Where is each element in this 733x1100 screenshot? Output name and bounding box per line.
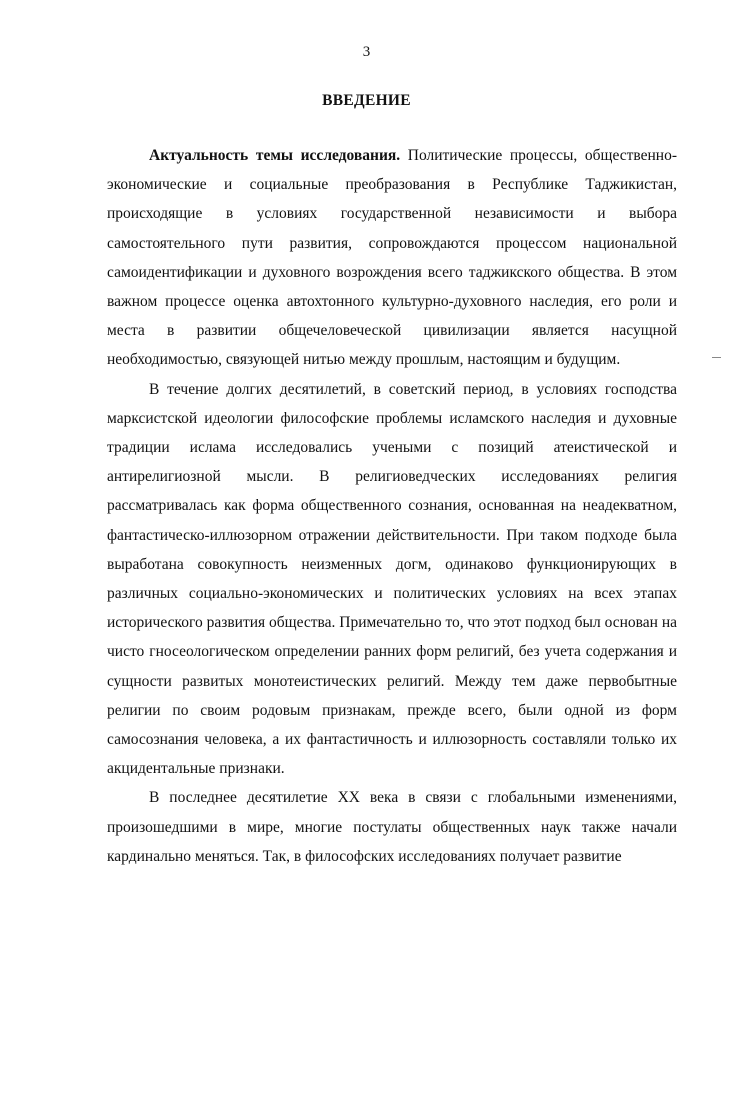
- page-number: 3: [362, 44, 371, 60]
- body-text: [107, 141, 677, 871]
- section-heading: ВВЕДЕНИЕ: [322, 92, 411, 109]
- paragraph-soviet-period: В течение долгих десятилетий, в советский период, в условиях господства марксистской идеологии философские проблемы исламского наследия и духовные традиции ислама исследовались учеными с позиций атеистической и антирелигиозной мысли. В религиоведческих исследованиях религия рассматривалась как форма общественного сознания, основанная на неадекватном, фантастическо-иллюзорном отражении действительности. При таком подходе была выработана совокупность неизменных догм, одинаково функционирующих в различных социально-экономических и политических условиях на всех этапах исторического развития общества. Примечательно то, что этот подход был основан на чисто гносеологическом определении ранних форм религий, без учета содержания и сущности развитых монотеистических религий. Между тем даже первобытные религии по своим родовым признакам, прежде всего, были одной из форм самосознания человека, а их фантастичность и иллюзорность составляли только их акцидентальные признаки.: [107, 380, 677, 778]
- paragraph-relevance: [107, 141, 677, 375]
- scan-artifact-mark: [712, 357, 721, 358]
- paragraph-last-decade: В последнее десятилетие XX века в связи с глобальными изменениями, произошедшими в мире, многие постулаты общественных наук также начали кардинально меняться. Так, в философских исследованиях получает развитие: [107, 789, 677, 865]
- paragraph-lead: Актуальность темы исследования.: [149, 147, 401, 164]
- paragraph-text: Политические процессы, общественно-экономические и социальные преобразования в Республике Таджикистан, происходящие в условиях государственной независимости и выбора самостоятельного пути развития, сопровождаются процессом национальной самоидентификации и духовного возрождения всего таджикского общества. В этом важном процессе оценка автохтонного культурно-духовного наследия, его роли и места в развитии общечеловеческой цивилизации является насущной необходимостью, связующей нитью между прошлым, настоящим и будущим.: [107, 147, 677, 369]
